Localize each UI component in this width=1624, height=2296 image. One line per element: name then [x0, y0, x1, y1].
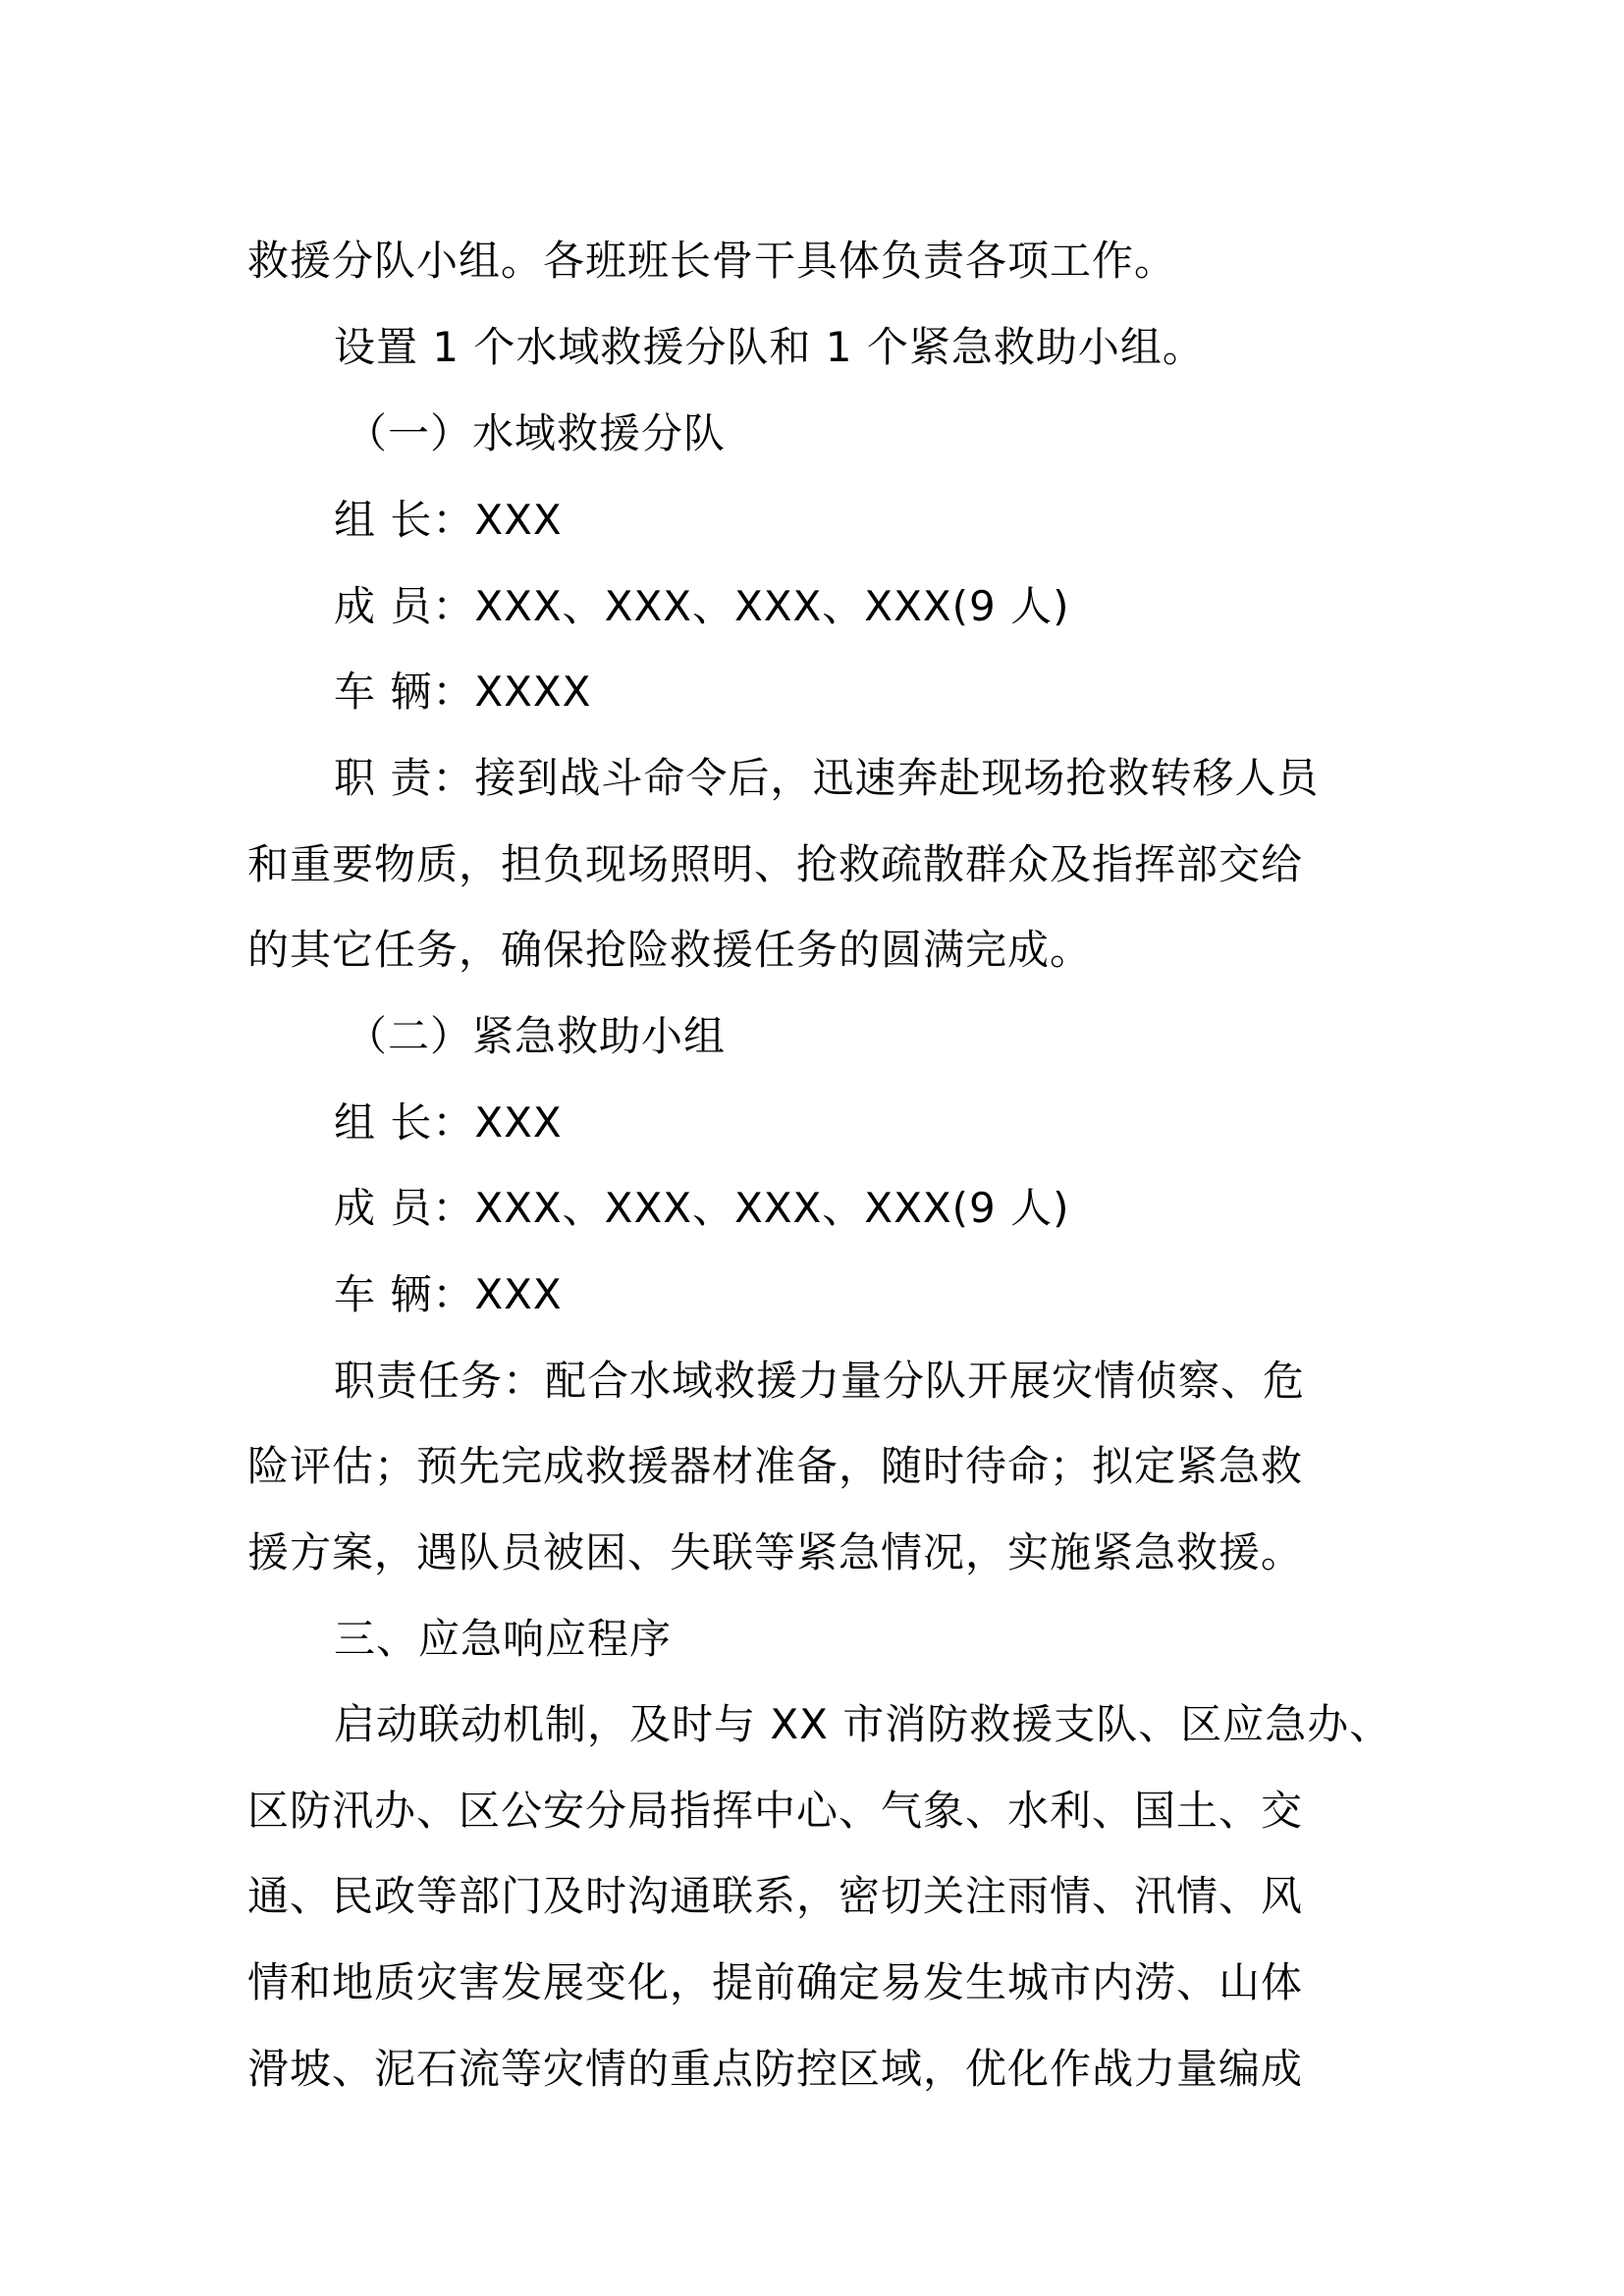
field-leader: 组 长：XXX — [334, 1098, 563, 1147]
field-vehicle: 车 辆：XXXX — [334, 667, 592, 716]
section-heading: （一）水域救援分队 — [346, 409, 727, 457]
body-text-line: 设置 1 个水域救援分队和 1 个紧急救助小组。 — [334, 323, 1205, 371]
field-duty: 职责任务：配合水域救援力量分队开展灾情侦察、危 — [334, 1357, 1306, 1405]
section-heading: 三、应急响应程序 — [334, 1615, 673, 1663]
field-members: 成 员：XXX、XXX、XXX、XXX(9 人) — [334, 582, 1070, 630]
body-text-line: 的其它任务，确保抢险救援任务的圆满完成。 — [247, 926, 1093, 974]
field-duty: 职 责：接到战斗命令后，迅速奔赴现场抢救转移人员 — [334, 754, 1320, 802]
field-members: 成 员：XXX、XXX、XXX、XXX(9 人) — [334, 1184, 1070, 1232]
body-text-line: 通、民政等部门及时沟通联系，密切关注雨情、汛情、风 — [247, 1872, 1304, 1920]
body-text-line: 险评估；预先完成救援器材准备，随时待命；拟定紧急救 — [247, 1442, 1304, 1490]
section-heading: （二）紧急救助小组 — [346, 1012, 727, 1060]
body-text-line: 和重要物质，担负现场照明、抢救疏散群众及指挥部交给 — [247, 840, 1304, 888]
body-text-line: 援方案，遇队员被困、失联等紧急情况，实施紧急救援。 — [247, 1528, 1304, 1576]
field-leader: 组 长：XXX — [334, 496, 563, 544]
body-text-line: 情和地质灾害发展变化，提前确定易发生城市内涝、山体 — [247, 1958, 1304, 2006]
body-text-line: 区防汛办、区公安分局指挥中心、气象、水利、国土、交 — [247, 1787, 1304, 1835]
body-text-line: 启动联动机制，及时与 XX 市消防救援支队、区应急办、 — [334, 1700, 1392, 1748]
field-vehicle: 车 辆：XXX — [334, 1270, 563, 1318]
body-text-line: 滑坡、泥石流等灾情的重点防控区域，优化作战力量编成 — [247, 2045, 1304, 2093]
body-text-line: 救援分队小组。各班班长骨干具体负责各项工作。 — [247, 237, 1177, 285]
